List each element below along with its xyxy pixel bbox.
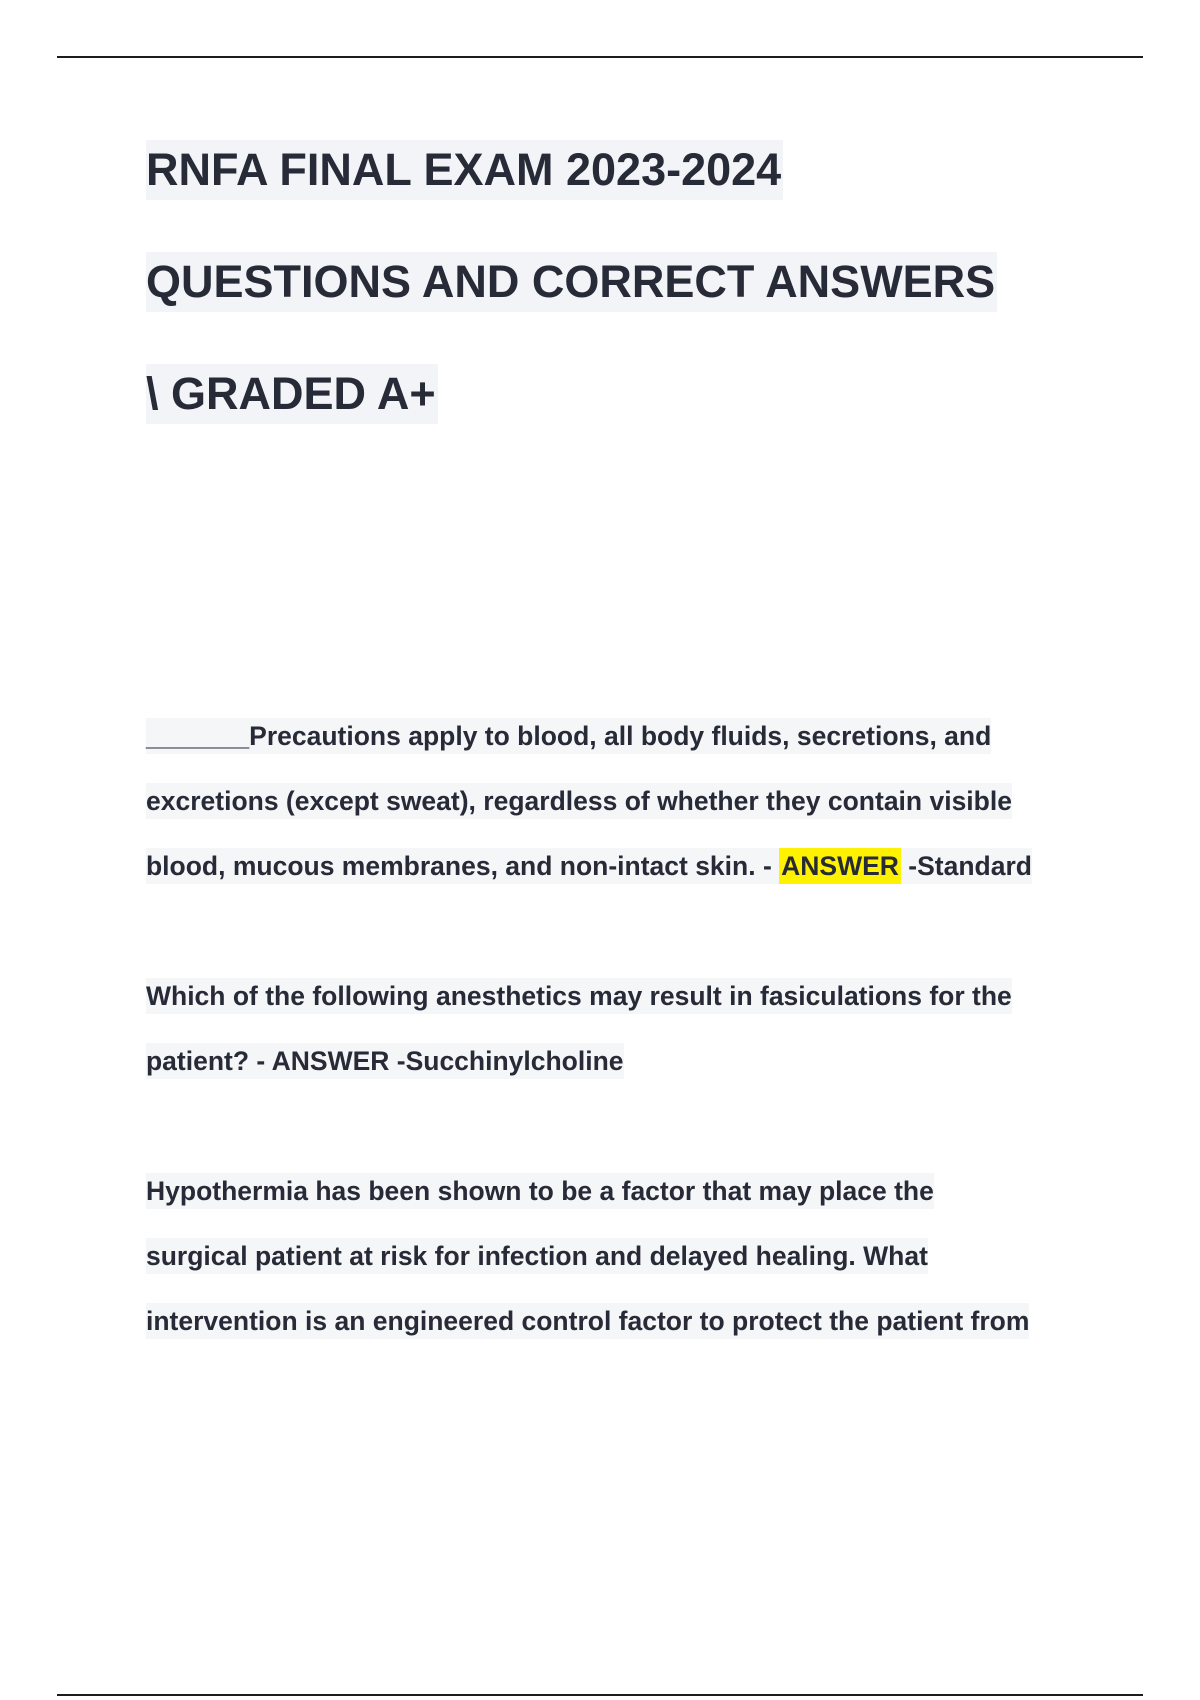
title-text-3: \ GRADED A+ (146, 364, 438, 424)
qa1-line-3 (146, 848, 1106, 913)
question-answer-2 (146, 978, 1106, 1108)
question-answer-1 (146, 718, 1106, 913)
qa2-text-2: patient? - ANSWER -Succhinylcholine (146, 1043, 624, 1079)
title-text-1: RNFA FINAL EXAM 2023-2024 (146, 140, 783, 200)
title-line-1 (146, 140, 1106, 252)
question-answer-3 (146, 1173, 1106, 1368)
document-title (146, 140, 1106, 476)
qa1-text-1: _______Precautions apply to blood, all body fluids, secretions, and (146, 718, 991, 754)
title-line-3 (146, 364, 1106, 476)
title-text-2: QUESTIONS AND CORRECT ANSWERS (146, 252, 997, 312)
qa3-text-2: surgical patient at risk for infection and delayed healing. What (146, 1238, 928, 1274)
qa1-line-2 (146, 783, 1106, 848)
qa2-line-1 (146, 978, 1106, 1043)
qa1-answer: -Standard (900, 851, 1032, 881)
qa3-line-1 (146, 1173, 1106, 1238)
answer-highlight: ANSWER (779, 848, 901, 884)
qa2-text-1: Which of the following anesthetics may result in fasiculations for the (146, 978, 1012, 1014)
top-rule (57, 56, 1143, 58)
title-line-2 (146, 252, 1106, 364)
bottom-rule (57, 1694, 1143, 1696)
qa1-question-tail: blood, mucous membranes, and non-intact skin. - (146, 851, 780, 881)
qa1-text-3 (146, 848, 1032, 884)
qa2-line-2 (146, 1043, 1106, 1108)
qa3-line-2 (146, 1238, 1106, 1303)
qa3-text-3: intervention is an engineered control factor to protect the patient from (146, 1303, 1029, 1339)
qa3-line-3 (146, 1303, 1106, 1368)
qa3-text-1: Hypothermia has been shown to be a factor that may place the (146, 1173, 934, 1209)
qa1-text-2: excretions (except sweat), regardless of whether they contain visible (146, 783, 1012, 819)
qa1-line-1 (146, 718, 1106, 783)
